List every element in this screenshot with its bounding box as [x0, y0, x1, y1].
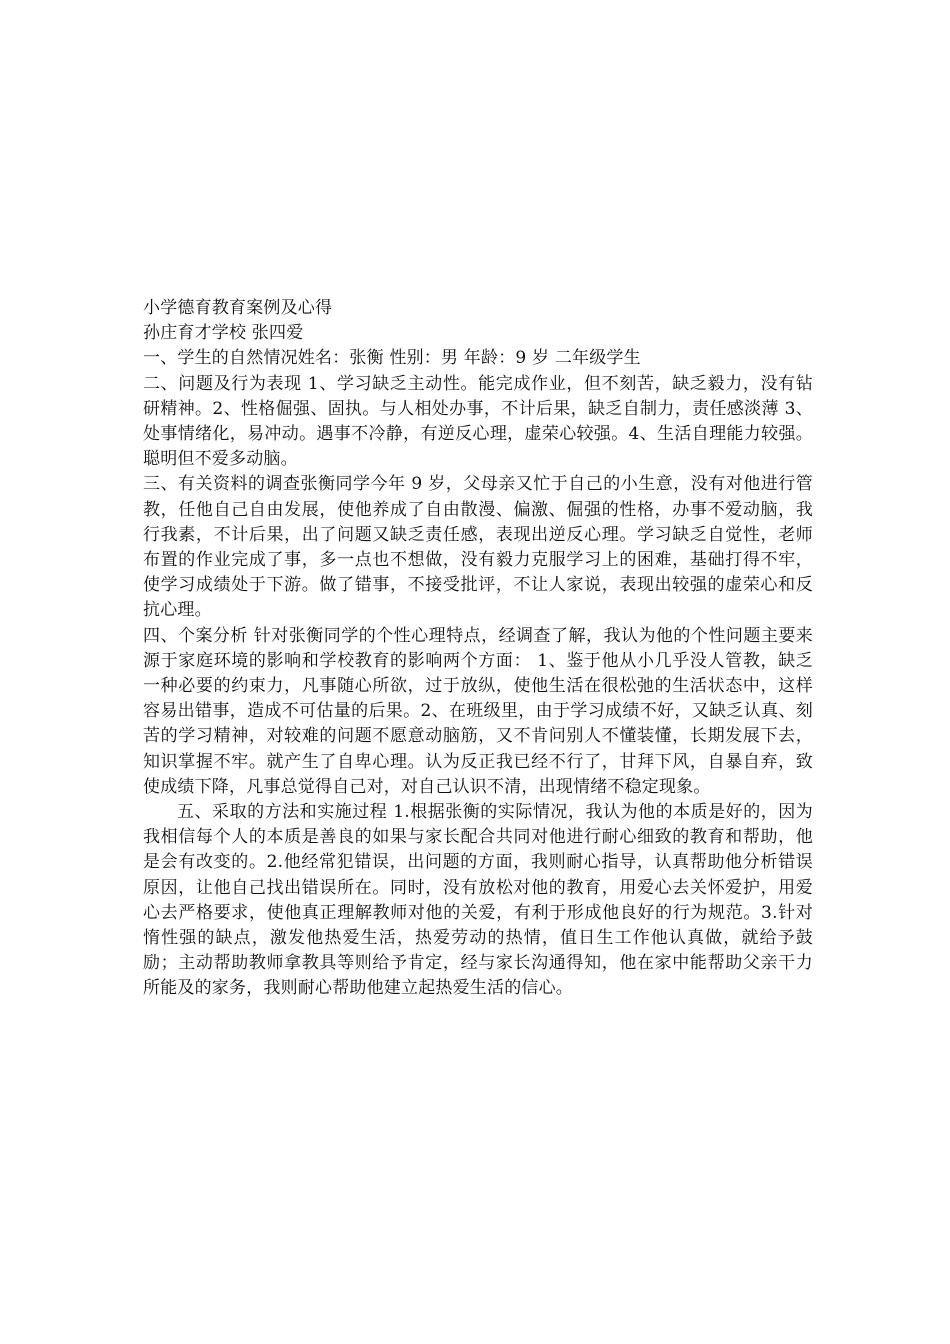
section-case-analysis: 四、个案分析 针对张衡同学的个性心理特点，经调查了解，我认为他的个性问题主要来源于家庭环境的影响和学校教育的影响两个方面： 1、鉴于他从小几乎没人管教，缺乏一种必要的约束力，凡事随心所欲，过于放纵，使他生活在很松弛的生活状态中，这样容易出错事，造成不可估量的后果。2、在班级里，由于学习成绩不好，又缺乏认真、刻苦的学习精神，对较难的问题不愿意动脑筋，又不肯问别人不懂装懂，长期发展下去，知识掌握不牢。就产生了自卑心理。认为反正我已经不行了，甘拜下风，自暴自弃，致使成绩下降，凡事总觉得自己对，对自己认识不清，出现情绪不稳定现象。 — [143, 625, 813, 797]
section-investigation: 三、有关资料的调查张衡同学今年 9 岁，父母亲又忙于自己的小生意，没有对他进行管教，任他自己自由发展，使他养成了自由散漫、偏激、倔强的性格，办事不爱动脑，我行我素，不计后果，出了问题又缺乏责任感，表现出逆反心理。学习缺乏自觉性，老师布置的作业完成了事，多一点也不想做，没有毅力克服学习上的困难，基础打得不牢，使学习成绩处于下游。做了错事，不接受批评，不让人家说，表现出较强的虚荣心和反抗心理。 — [143, 474, 813, 621]
section-problems: 二、问题及行为表现 1、学习缺乏主动性。能完成作业，但不刻苦，缺乏毅力，没有钻研精神。2、性格倔强、固执。与人相处办事，不计后果，缺乏自制力，责任感淡薄 3、处事情绪化，易冲动。遇事不冷静，有逆反心理，虚荣心较强。4、生活自理能力较强。聪明但不爱多动脑。 — [143, 373, 813, 470]
document-body — [143, 296, 813, 1002]
section-student-info: 一、学生的自然情况姓名：张衡 性别：男 年龄：9 岁 二年级学生 — [143, 348, 641, 369]
document-title: 小学德育教育案例及心得 — [143, 298, 333, 318]
section-methods: 五、采取的方法和实施过程 1.根据张衡的实际情况，我认为他的本质是好的，因为我相信每个人的本质是善良的如果与家长配合共同对他进行耐心细致的教育和帮助，他是会有改变的。2.他经常犯错误，出问题的方面，我则耐心指导，认真帮助他分析错误原因，让他自己找出错误所在。同时，没有放松对他的教育，用爱心去关怀爱护，用爱心去严格要求，使他真正理解教师对他的关爱，有利于形成他良好的行为规范。3.针对惰性强的缺点，激发他热爱生活，热爱劳动的热情，值日生工作他认真做，就给予鼓励；主动帮助教师拿教具等则给予肯定，经与家长沟通得知，他在家中能帮助父亲干力所能及的家务，我则耐心帮助他建立起热爱生活的信心。 — [143, 802, 813, 999]
author-line: 孙庄育才学校 张四爱 — [143, 323, 304, 344]
